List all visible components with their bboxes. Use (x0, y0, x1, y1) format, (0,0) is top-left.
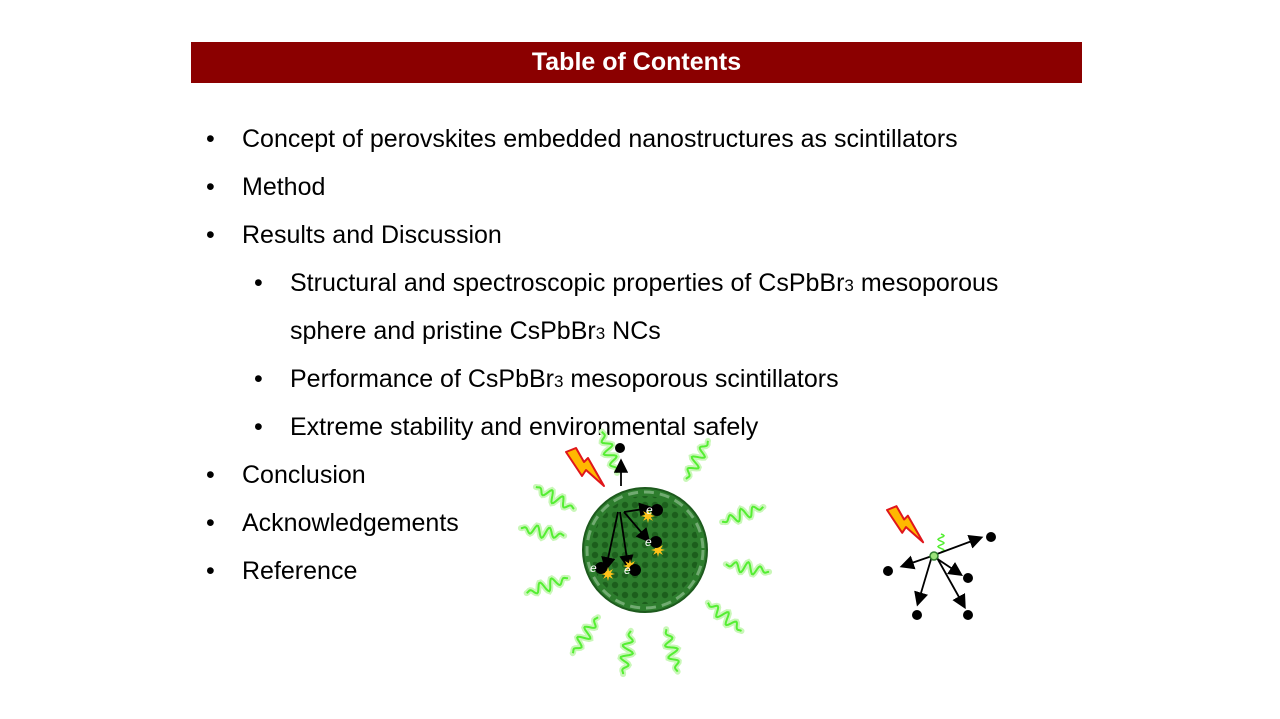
bullet-icon: • (206, 125, 215, 153)
list-item-label: Extreme stability and environmental safely (290, 413, 759, 441)
electron-icon (963, 610, 973, 620)
list-item-label: sphere and pristine CsPbBr3 NCs (290, 317, 661, 345)
electron-arrow (918, 556, 932, 603)
list-item-label: Reference (242, 557, 358, 585)
emission-wave (938, 534, 944, 552)
list-item-label: Conclusion (242, 461, 366, 489)
bullet-icon: • (206, 461, 215, 489)
list-item-label: Method (242, 173, 326, 201)
electron-label: e (646, 503, 653, 517)
bullet-icon: • (206, 221, 215, 249)
electron-icon (986, 532, 996, 542)
electron-label: e (624, 563, 631, 577)
bullet-icon: • (254, 269, 263, 297)
electron-icon (651, 504, 663, 516)
page-title: Table of Contents (531, 48, 742, 76)
electron-icon (883, 566, 893, 576)
electron-icon (963, 573, 973, 583)
electron-icon (615, 443, 625, 453)
list-item-label: Performance of CsPbBr3 mesoporous scintillators (290, 365, 839, 393)
electron-arrow (903, 556, 932, 566)
electron-icon (595, 562, 607, 574)
nanocrystal-center (930, 552, 938, 560)
electron-arrow (936, 556, 964, 606)
lightning-bolt-icon (887, 506, 923, 542)
mesoporous-sphere (583, 488, 707, 612)
bullet-icon: • (206, 509, 215, 537)
list-item-label: Acknowledgements (242, 509, 459, 537)
bullet-icon: • (206, 173, 215, 201)
electron-label: e (645, 535, 652, 549)
electron-icon (912, 610, 922, 620)
bullet-icon: • (254, 413, 263, 441)
list-item-label: Concept of perovskites embedded nanostructures as scintillators (242, 125, 958, 153)
electron-arrow (936, 558, 960, 574)
bullet-icon: • (206, 557, 215, 585)
electron-label: e (590, 561, 597, 575)
list-item-label: Structural and spectroscopic properties of CsPbBr3 mesoporous (290, 269, 999, 297)
electron-icon (650, 536, 662, 548)
electron-icon (629, 564, 641, 576)
bullet-icon: • (254, 365, 263, 393)
electron-arrow (937, 538, 980, 554)
lightning-bolt-icon (566, 448, 604, 486)
list-item-label: Results and Discussion (242, 221, 502, 249)
